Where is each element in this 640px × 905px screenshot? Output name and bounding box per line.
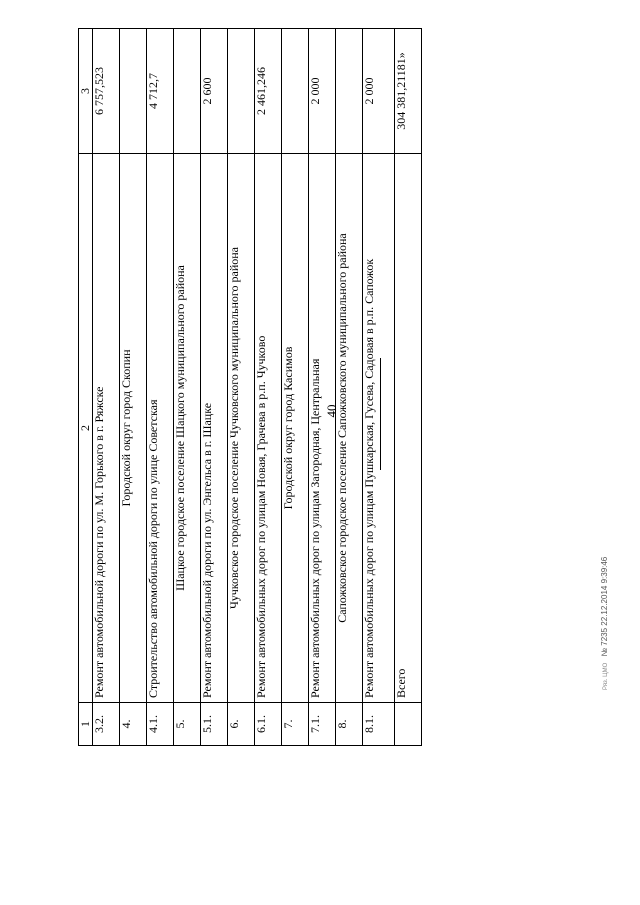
row-value: 2 000 bbox=[363, 29, 395, 154]
row-number: 6. bbox=[228, 703, 255, 746]
row-value: 2 461,246 bbox=[255, 29, 282, 154]
row-number: 6.1. bbox=[255, 703, 282, 746]
row-name: Ремонт автомобильных дорог по улицам Загородная, Центральная bbox=[309, 154, 336, 703]
row-name: Ремонт автомобильной дороги по ул. М. Горького в г. Ряжске bbox=[93, 154, 120, 703]
row-name: Шацкое городское поселение Шацкого муниципального района bbox=[174, 154, 201, 703]
row-name: Ремонт автомобильных дорог по улицам Пушкарская, Гусева, Садовая в р.п. Сапожок bbox=[363, 154, 395, 703]
row-name: Городской округ город Касимов bbox=[282, 154, 309, 703]
row-value: 6 757,523 bbox=[93, 29, 120, 154]
row-value: 2 600 bbox=[201, 29, 228, 154]
row-value bbox=[282, 29, 309, 154]
table-row-total bbox=[395, 29, 422, 746]
registration-stamp bbox=[600, 490, 614, 690]
header-cell-name: 2 bbox=[79, 154, 93, 703]
row-number: 5.1. bbox=[201, 703, 228, 746]
row-name: Ремонт автомобильной дороги по ул. Энгельса в г. Шацке bbox=[201, 154, 228, 703]
header-cell-value: 3 bbox=[79, 29, 93, 154]
table-header-row bbox=[79, 29, 93, 746]
stamp-text: № 7235 22.12.2014 9:39:46 bbox=[600, 556, 609, 657]
table-row bbox=[201, 29, 228, 746]
table-row-group bbox=[120, 29, 147, 746]
table-row bbox=[363, 29, 395, 746]
row-value: 2 000 bbox=[309, 29, 336, 154]
row-number: 4. bbox=[120, 703, 147, 746]
budget-table bbox=[78, 28, 422, 746]
table-row bbox=[93, 29, 120, 746]
row-value: 4 712,7 bbox=[147, 29, 174, 154]
row-value bbox=[120, 29, 147, 154]
table-row-group bbox=[228, 29, 255, 746]
row-name: Всего bbox=[395, 154, 422, 703]
row-number: 5. bbox=[174, 703, 201, 746]
table-row-group bbox=[282, 29, 309, 746]
end-of-document-rule bbox=[380, 358, 381, 470]
row-name: Городской округ город Скопин bbox=[120, 154, 147, 703]
table-row-group bbox=[336, 29, 363, 746]
row-number: 8. bbox=[336, 703, 363, 746]
budget-table-container bbox=[78, 28, 408, 746]
row-value bbox=[228, 29, 255, 154]
row-value bbox=[174, 29, 201, 154]
table-row bbox=[309, 29, 336, 746]
page-number: 40 bbox=[324, 404, 339, 418]
table-row-group bbox=[174, 29, 201, 746]
row-number bbox=[395, 703, 422, 746]
row-number: 7.1. bbox=[309, 703, 336, 746]
row-value: 304 381,21181» bbox=[395, 29, 422, 154]
row-name: Ремонт автомобильных дорог по улицам Новая, Грачева в р.п. Чучково bbox=[255, 154, 282, 703]
row-name: Сапожковское городское поселение Сапожковского муниципального района bbox=[336, 154, 363, 703]
header-cell-num: 1 bbox=[79, 703, 93, 746]
row-number: 8.1. bbox=[363, 703, 395, 746]
table-row bbox=[255, 29, 282, 746]
row-number: 3.2. bbox=[93, 703, 120, 746]
row-name: Строительство автомобильной дороги по улице Советская bbox=[147, 154, 174, 703]
row-value bbox=[336, 29, 363, 154]
table-row bbox=[147, 29, 174, 746]
stamp-logo: Ряз. ЦМО bbox=[603, 662, 609, 690]
row-name: Чучковское городское поселение Чучковского муниципального района bbox=[228, 154, 255, 703]
row-number: 4.1. bbox=[147, 703, 174, 746]
row-number: 7. bbox=[282, 703, 309, 746]
